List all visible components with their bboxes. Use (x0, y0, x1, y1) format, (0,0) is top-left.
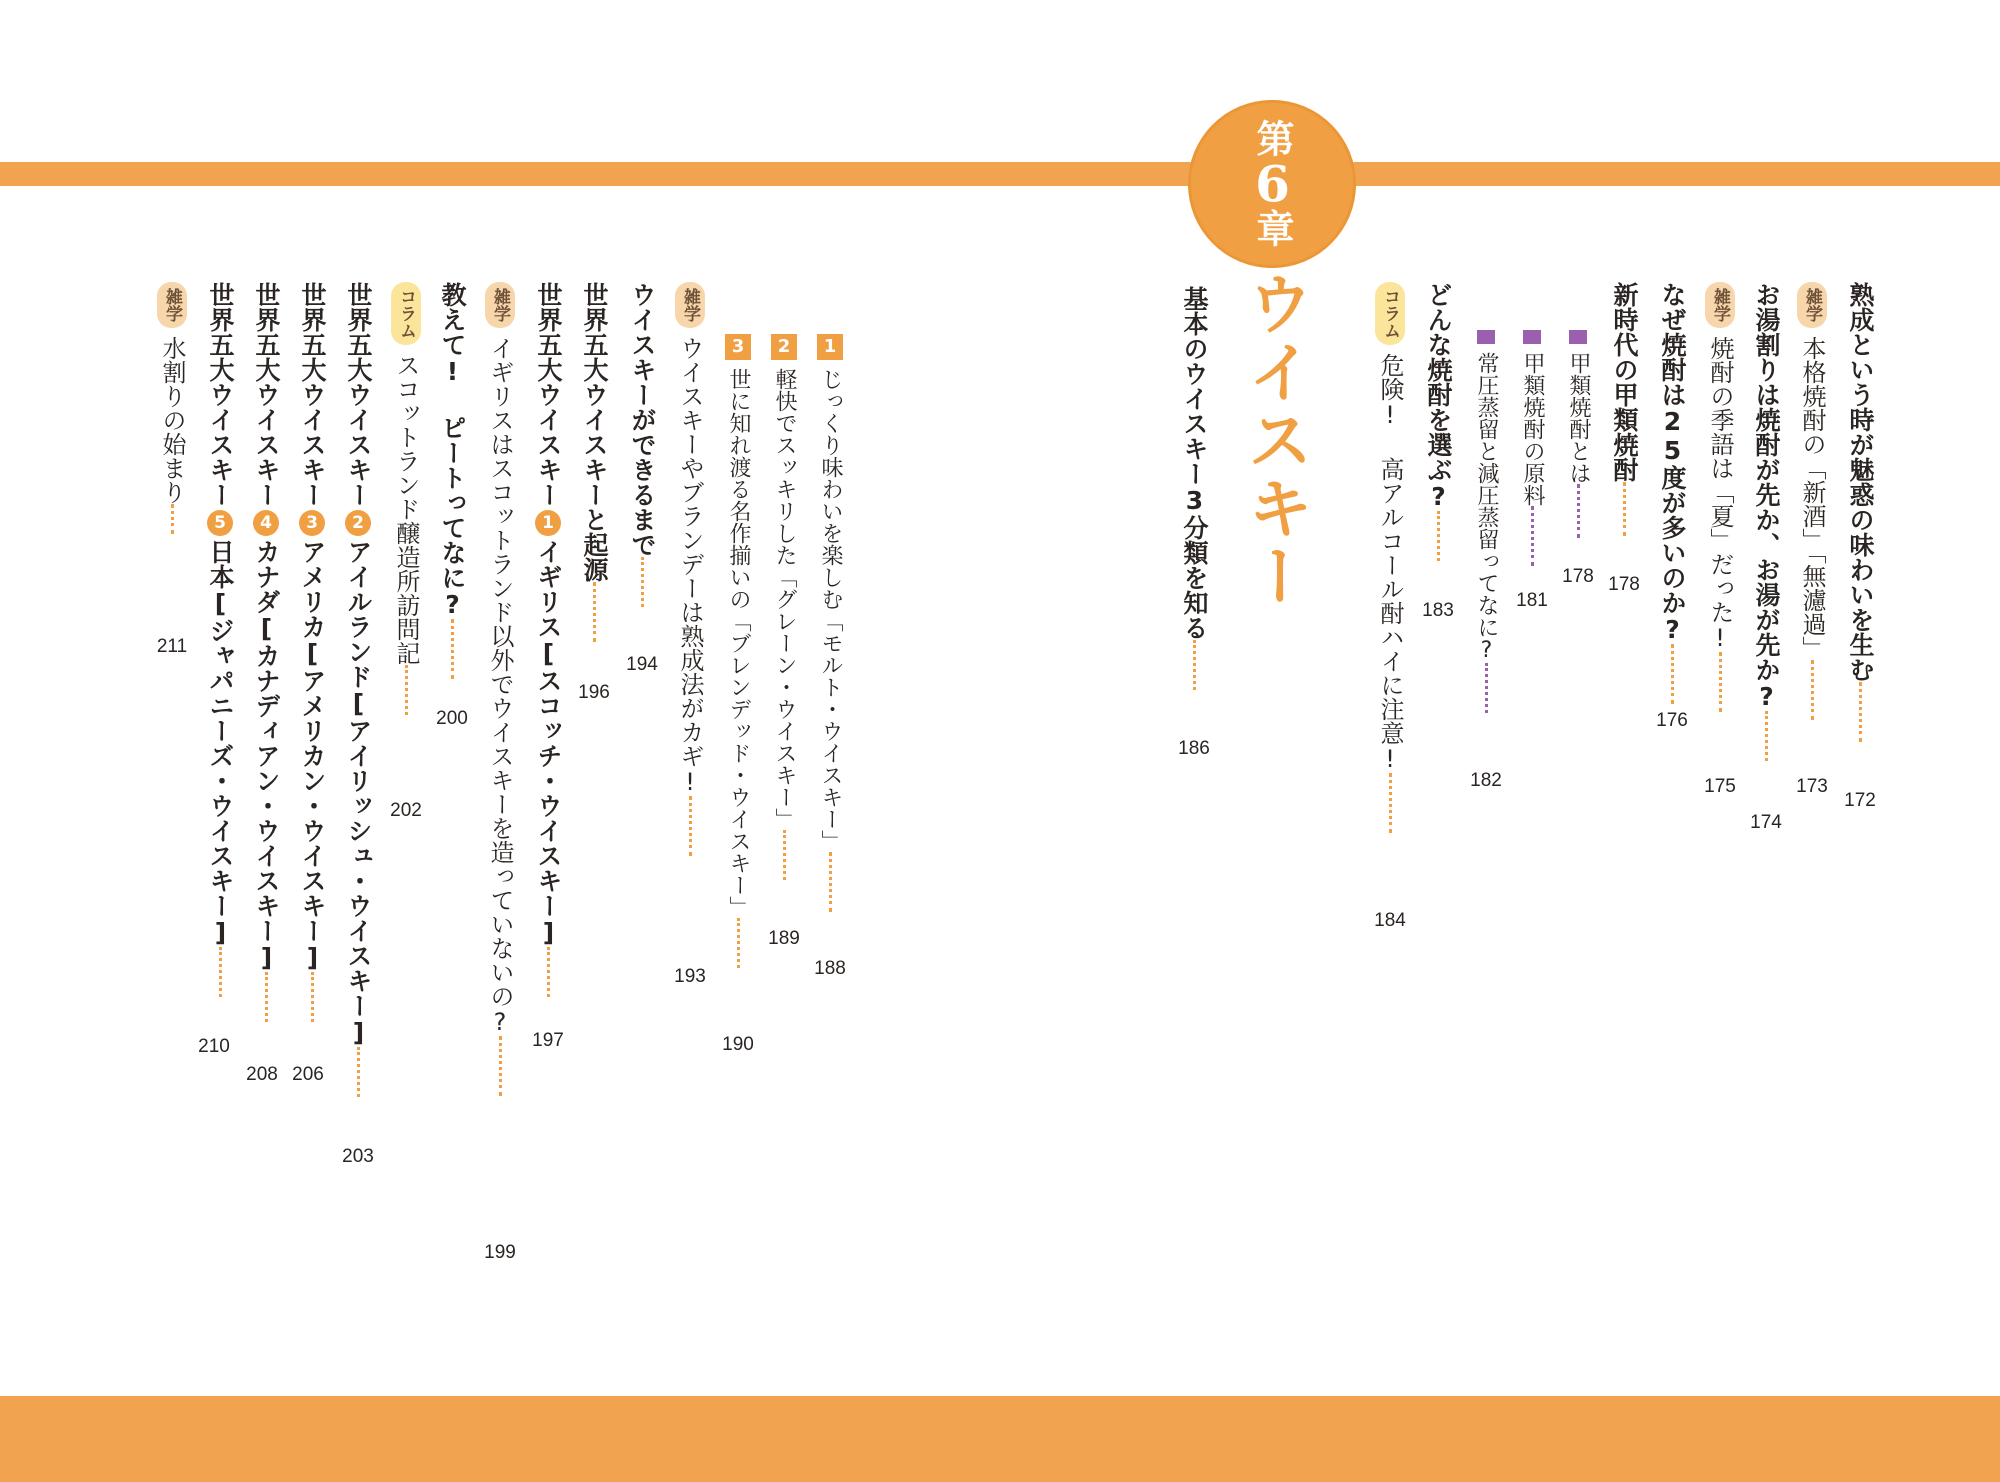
toc-entry[interactable] (672, 282, 708, 1282)
toc-entry-prefix: 世界五大ウイスキー (252, 282, 281, 507)
toc-entry[interactable] (720, 334, 756, 1334)
toc-entry-title: 世に知れ渡る名作揃いの「ブレンデッド・ウイスキー」 (726, 368, 751, 918)
trivia-tag: 雑学 (675, 282, 705, 328)
toc-entry[interactable] (1654, 282, 1690, 1282)
toc-entry[interactable] (1176, 286, 1212, 1286)
toc-entry-title: 甲類焼酎の原料 (1520, 352, 1545, 506)
page-number: 174 (1750, 812, 1782, 833)
toc-entry-title: ウイスキーができるまで (628, 282, 657, 557)
circled-number: 3 (299, 510, 325, 536)
toc-subentry[interactable] (1514, 330, 1550, 1330)
trivia-tag: 雑学 (157, 282, 187, 328)
leader-dots (656, 796, 692, 856)
toc-entry-title: 日本[ジャパニーズ・ウイスキー] (206, 539, 235, 947)
purple-square-icon (1523, 330, 1541, 344)
page-number: 197 (532, 1030, 564, 1051)
toc-entry[interactable] (812, 334, 848, 1334)
page-number: 189 (768, 928, 800, 949)
toc-entry[interactable] (1748, 282, 1784, 1282)
trivia-tag: 雑学 (1705, 282, 1735, 328)
toc-subentry[interactable] (1468, 330, 1504, 1330)
toc-entry-title: 常圧蒸留と減圧蒸留ってなに? (1474, 352, 1499, 663)
page-number: 190 (722, 1034, 754, 1055)
toc-entry-title: 基本のウイスキー3分類を知る (1180, 286, 1209, 640)
toc-entry-title: 教えて! ピートってなに? (438, 282, 467, 619)
page-number: 193 (674, 966, 706, 987)
top-decorative-band (0, 162, 2000, 186)
leader-dots (608, 557, 644, 607)
page-number: 175 (1704, 776, 1736, 797)
number-box: 2 (771, 334, 797, 360)
leader-dots (186, 947, 222, 997)
toc-entry[interactable] (1420, 282, 1456, 1282)
toc-entry-title: 世界五大ウイスキーと起源 (580, 282, 609, 582)
leader-dots (514, 947, 550, 997)
page-number: 178 (1608, 574, 1640, 595)
page-number: 202 (390, 800, 422, 821)
toc-entry-title: なぜ焼酎は25度が多いのか? (1658, 282, 1687, 644)
leader-dots (138, 504, 174, 534)
chapter-number: 6 (1255, 159, 1290, 209)
toc-entry-title: 危険! 高アルコール酎ハイに注意! (1376, 353, 1404, 773)
toc-entry[interactable] (294, 282, 330, 1282)
toc-entry[interactable] (482, 282, 518, 1282)
purple-square-icon (1477, 330, 1495, 344)
toc-entry[interactable] (340, 282, 376, 1282)
toc-entry[interactable] (1606, 282, 1642, 1282)
toc-entry-title: 軽快でスッキリした「グレーン・ウイスキー」 (772, 368, 797, 830)
chapter-label-pre: 第 (1250, 119, 1295, 159)
leader-dots (372, 665, 408, 715)
number-box: 1 (817, 334, 843, 360)
toc-entry[interactable] (624, 282, 660, 1282)
toc-entry[interactable] (766, 334, 802, 1334)
toc-entry-title: 本格焼酎の「新酒」「無濾過」 (1798, 336, 1826, 660)
page-number: 176 (1656, 710, 1688, 731)
toc-entry-title: スコットランド醸造所訪問記 (392, 353, 420, 665)
toc-entry-title: 新時代の甲類焼酎 (1610, 282, 1639, 482)
page-number: 194 (626, 654, 658, 675)
page-number: 210 (198, 1036, 230, 1057)
leader-dots (704, 918, 740, 968)
toc-entry[interactable] (530, 282, 566, 1282)
leader-dots (1160, 640, 1196, 690)
page-number: 199 (484, 1242, 516, 1263)
chapter-number-label (1188, 106, 1356, 262)
trivia-tag: 雑学 (1797, 282, 1827, 328)
leader-dots (1404, 511, 1440, 561)
toc-entry-title: カナダ[カナディアン・ウイスキー] (252, 539, 281, 972)
toc-entry-title: 熟成という時が魅惑の味わいを生む (1846, 282, 1875, 682)
toc-entry-title: じっくり味わいを楽しむ「モルト・ウイスキー」 (818, 368, 843, 852)
toc-entry[interactable] (1842, 282, 1878, 1282)
toc-entry[interactable] (202, 282, 238, 1282)
purple-square-icon (1569, 330, 1587, 344)
toc-entry-title: イギリス[スコッチ・ウイスキー] (534, 539, 563, 947)
toc-entry-title: どんな焼酎を選ぶ? (1424, 282, 1453, 511)
page-number: 203 (342, 1146, 374, 1167)
toc-entry-title: ウイスキーやブランデーは熟成法がカギ! (676, 336, 704, 796)
toc-entry-title: 水割りの始まり (158, 336, 186, 504)
toc-entry-prefix: 世界五大ウイスキー (344, 282, 373, 507)
toc-entry[interactable] (1372, 282, 1408, 1282)
page-number: 181 (1516, 590, 1548, 611)
page-number: 200 (436, 708, 468, 729)
number-box: 3 (725, 334, 751, 360)
page-number: 211 (156, 636, 188, 657)
leader-dots (1686, 652, 1722, 712)
chapter-title: ウイスキー (1236, 270, 1313, 610)
page-number: 172 (1844, 790, 1876, 811)
column-tag: コラム (1375, 282, 1405, 345)
column-tag: コラム (391, 282, 421, 345)
toc-subentry[interactable] (1560, 330, 1596, 1330)
toc-entry-prefix: 世界五大ウイスキー (298, 282, 327, 507)
page-number: 208 (246, 1064, 278, 1085)
circled-number: 4 (253, 510, 279, 536)
page-number: 173 (1796, 776, 1828, 797)
circled-number: 1 (535, 510, 561, 536)
page-number: 196 (578, 682, 610, 703)
circled-number: 2 (345, 510, 371, 536)
page-number: 182 (1470, 770, 1502, 791)
toc-entry-title: イギリスはスコットランド以外でウイスキーを造っていないの? (486, 336, 514, 1036)
circled-number: 5 (207, 510, 233, 536)
leader-dots (1356, 773, 1392, 833)
trivia-tag: 雑学 (485, 282, 515, 328)
toc-entry-title: アイルランド[アイリッシュ・ウイスキー] (344, 539, 373, 1047)
toc-entry-title: アメリカ[アメリカン・ウイスキー] (298, 539, 327, 972)
toc-entry[interactable] (388, 282, 424, 1282)
page-number: 188 (814, 958, 846, 979)
bottom-decorative-band (0, 1396, 2000, 1482)
page-number: 178 (1562, 566, 1594, 587)
toc-entry[interactable] (154, 282, 190, 1282)
toc-entry-title: 焼酎の季語は「夏」だった! (1706, 336, 1734, 652)
page-number: 183 (1422, 600, 1454, 621)
leader-dots (466, 1036, 502, 1096)
chapter-badge (1188, 100, 1356, 268)
page-number: 184 (1374, 910, 1406, 931)
leader-dots (1452, 663, 1488, 713)
toc-entry-title: お湯割りは焼酎が先か、お湯が先か? (1752, 282, 1781, 711)
page-number: 186 (1178, 738, 1210, 759)
page-number: 206 (292, 1064, 324, 1085)
chapter-label-post: 章 (1250, 209, 1295, 249)
toc-entry[interactable] (576, 282, 612, 1282)
leader-dots (1826, 682, 1862, 742)
toc-entry[interactable] (248, 282, 284, 1282)
leader-dots (1638, 644, 1674, 704)
toc-entry-prefix: 世界五大ウイスキー (534, 282, 563, 507)
toc-entry-prefix: 世界五大ウイスキー (206, 282, 235, 507)
toc-entry-title: 甲類焼酎とは (1566, 352, 1591, 484)
toc-entry[interactable] (434, 282, 470, 1282)
